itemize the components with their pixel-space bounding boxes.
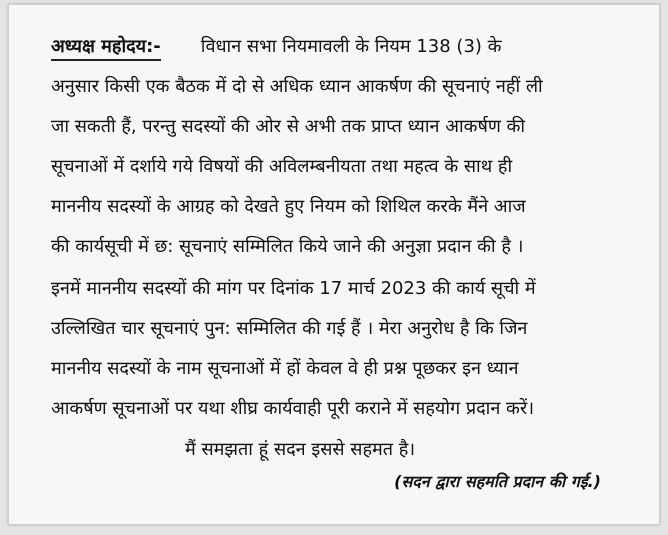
paragraph-line-5: माननीय सदस्यों के आग्रह को देखते हुए नियम को शिथिल करके मैंने आज <box>51 196 526 217</box>
paragraph-line-9: माननीय सदस्यों के नाम सूचनाओं में हों केवल वे ही प्रश्न पूछकर इन ध्यान <box>51 358 519 379</box>
paragraph-line-1-text: विधान सभा नियमावली के नियम 138 (3) के <box>200 36 502 57</box>
closing-statement: मैं समझता हूं सदन इससे सहमत है। <box>185 439 416 460</box>
paragraph-line-1 <box>51 35 501 59</box>
speaker-label: अध्यक्ष महोदय:- <box>51 36 161 57</box>
paragraph-line-2: अनुसार किसी एक बैठक में दो से अधिक ध्यान आकर्षण की सूचनाएं नहीं ली <box>51 76 543 97</box>
paragraph-line-6: की कार्यसूची में छ: सूचनाएं सम्मिलित किये जाने की अनुज्ञा प्रदान की है । <box>51 236 524 257</box>
paragraph-line-4: सूचनाओं में दर्शाये गये विषयों की अविलम्बनीयता तथा महत्व के साथ ही <box>51 156 513 177</box>
paragraph-line-3: जा सकती हैं, परन्तु सदस्यों की ओर से अभी तक प्राप्त ध्यान आकर्षण की <box>51 116 526 137</box>
paragraph-line-10: आकर्षण सूचनाओं पर यथा शीघ्र कार्यवाही पूरी कराने में सहयोग प्रदान करें। <box>51 398 535 419</box>
paragraph-line-7: इनमें माननीय सदस्यों की मांग पर दिनांक 17 मार्च 2023 की कार्य सूची में <box>51 278 536 299</box>
paragraph-line-8: उल्लिखित चार सूचनाएं पुन: सम्मिलित की गई हैं । मेरा अनुरोध है कि जिन <box>51 318 528 339</box>
proceeding-note: (सदन द्वारा सहमति प्रदान की गई.) <box>394 472 601 491</box>
document-page <box>8 4 660 525</box>
